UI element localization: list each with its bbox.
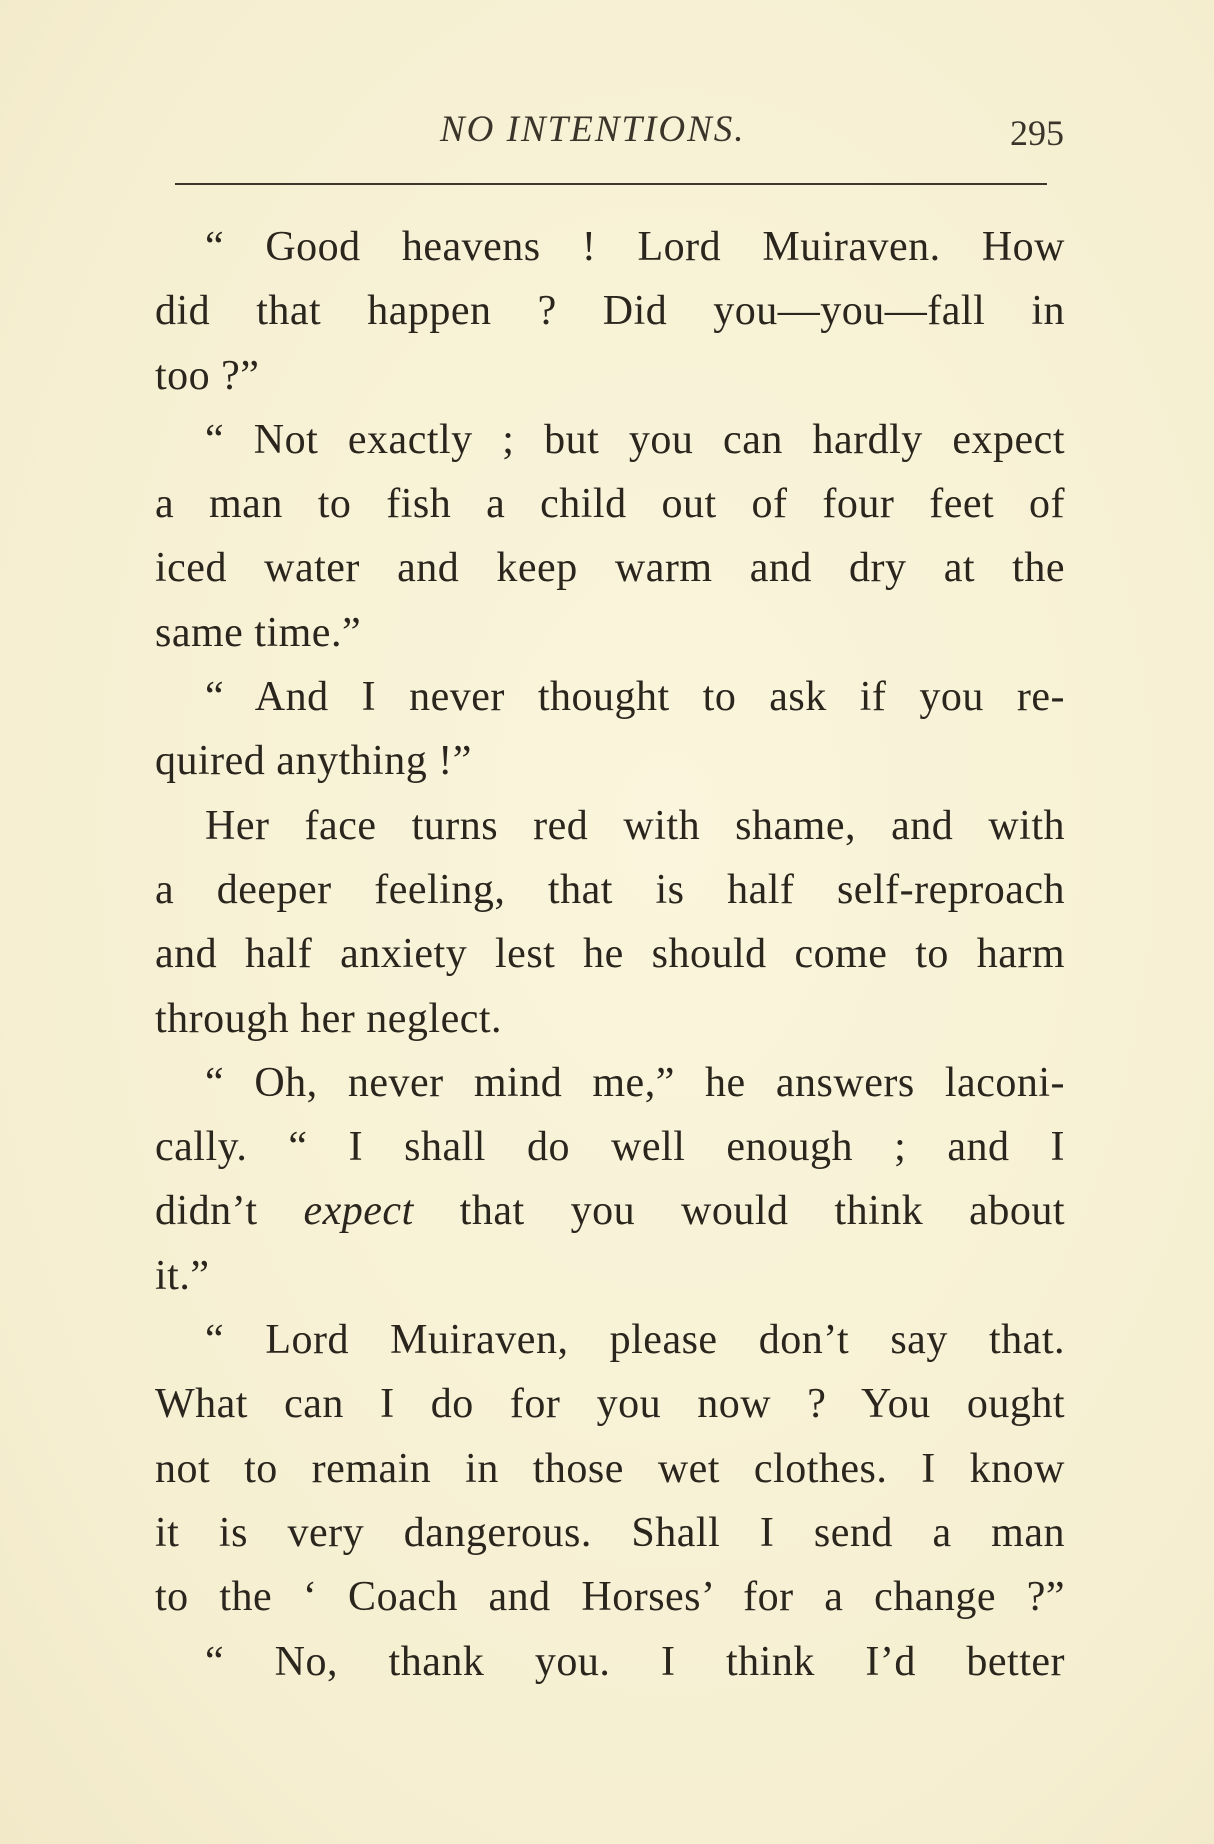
text-line: quired anything !” xyxy=(155,738,472,785)
text-line: What can I do for you now ? You ought xyxy=(155,1381,1065,1428)
text-line: and half anxiety lest he should come to harm xyxy=(155,931,1065,978)
text-line: not to remain in those wet clothes. I know xyxy=(155,1445,1065,1492)
text-line: didn’t expect that you would think about xyxy=(155,1188,1065,1235)
text-line: “ No, thank you. I think I’d better xyxy=(205,1638,1065,1685)
running-title: NO INTENTIONS. xyxy=(440,109,746,150)
running-head xyxy=(0,108,1214,158)
text-line: “ Good heavens ! Lord Muiraven. How xyxy=(205,224,1065,270)
text-line: it.” xyxy=(155,1252,210,1299)
text-line: “ Oh, never mind me,” he answers laconi- xyxy=(205,1059,1065,1106)
text-line: “ And I never thought to ask if you re- xyxy=(205,674,1065,721)
text-line: “ Lord Muiraven, please don’t say that. xyxy=(205,1317,1065,1364)
text-line: same time.” xyxy=(155,609,362,656)
body-text xyxy=(155,215,1065,1694)
header-rule xyxy=(175,183,1047,185)
text-line: to the ‘ Coach and Horses’ for a change ?” xyxy=(155,1574,1065,1621)
page-number: 295 xyxy=(1010,113,1064,153)
text-line: it is very dangerous. Shall I send a man xyxy=(155,1509,1065,1556)
text-line: “ Not exactly ; but you can hardly expect xyxy=(205,416,1065,463)
text-line: a man to fish a child out of four feet of xyxy=(155,481,1065,528)
text-line: cally. “ I shall do well enough ; and I xyxy=(155,1124,1065,1171)
text-line: through her neglect. xyxy=(155,995,503,1042)
text-line: iced water and keep warm and dry at the xyxy=(155,545,1065,592)
text-line: a deeper feeling, that is half self-reproach xyxy=(155,866,1065,913)
text-line: did that happen ? Did you—you—fall in xyxy=(155,288,1065,335)
text-line: Her face turns red with shame, and with xyxy=(205,802,1065,849)
text-line: too ?” xyxy=(155,352,260,399)
